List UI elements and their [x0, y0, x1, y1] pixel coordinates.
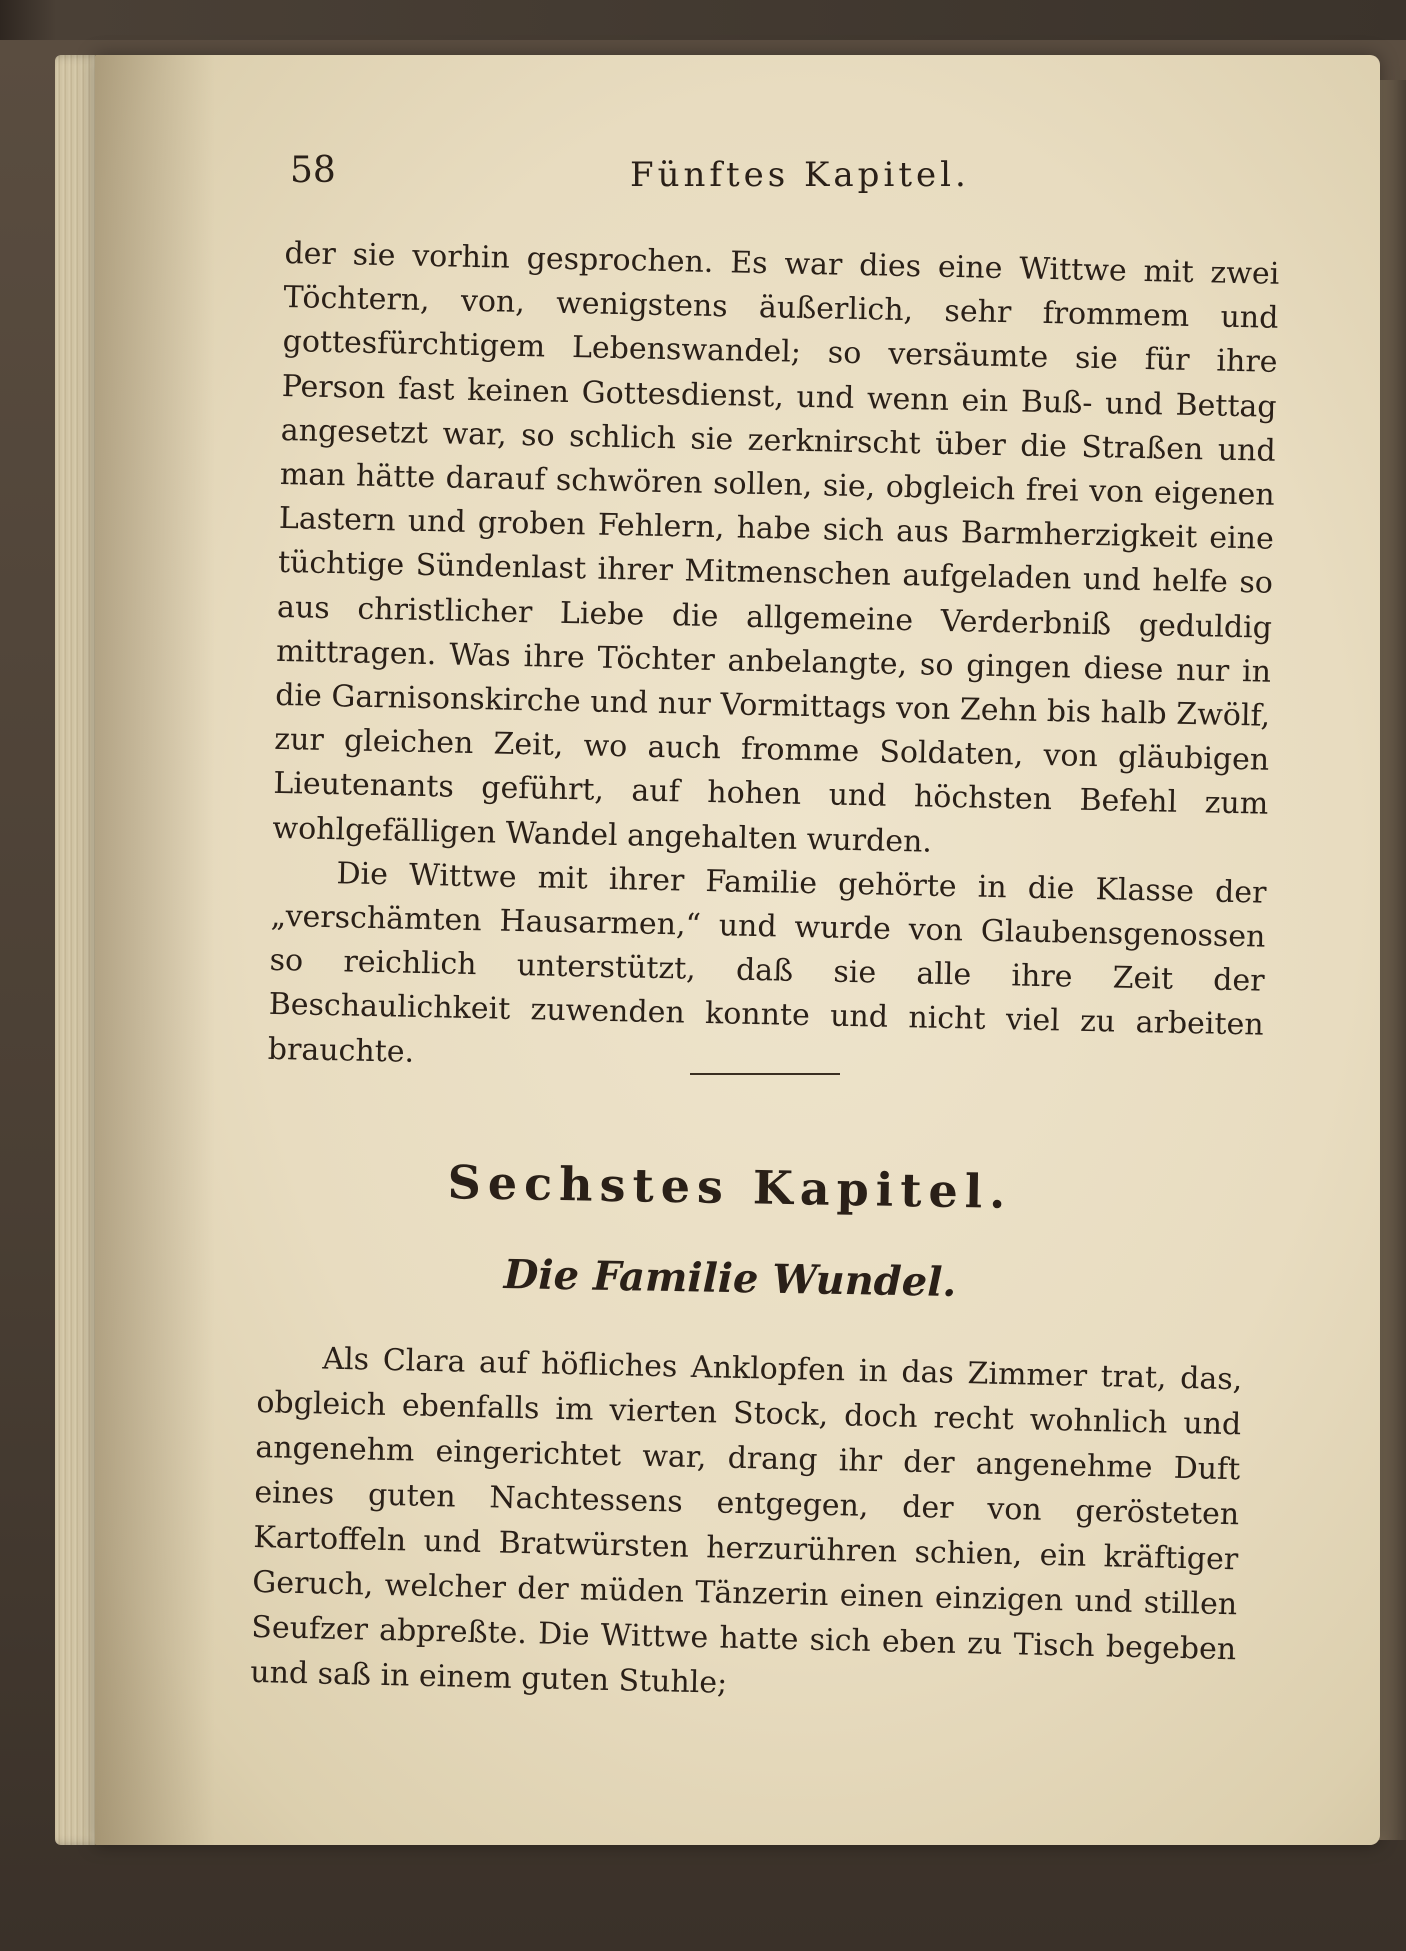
chapter-six-text [250, 1335, 1243, 1717]
page-number: 58 [290, 150, 336, 191]
chapter-subtitle: Die Familie Wundel. [503, 1251, 957, 1306]
running-title: Fünftes Kapitel. [630, 155, 970, 195]
paragraph: der sie vorhin gesprochen. Es war dies eine Wittwe mit zwei Töchtern, von, wenigstens äußerlich, sehr frommem und gottesfürchtigem Lebenswandel; so versäumte sie für ihre Person fast keinen Gottesdienst, und wenn ein Buß- und Bettag angesetzt war, so schlich sie zerknirscht über die Straßen und man hätte darauf schwören sollen, sie, obgleich frei von eigenen Lastern und groben Fehlern, habe sich aus Barmherzigkeit eine tüchtige Sündenlast ihrer Mitmenschen aufgeladen und helfe so aus christlicher Liebe die allgemeine Verderbniß geduldig mittragen. Was ihre Töchter anbelangte, so gingen diese nur in die Garnisonskirche und nur Vormittags von Zehn bis halb Zwölf, zur gleichen Zeit, wo auch fromme Soldaten, von gläubigen Lieutenants geführt, auf hohen und höchsten Befehl zum wohlgefälligen Wandel angehalten wurden. [272, 235, 1280, 860]
chapter-five-text [267, 232, 1279, 1093]
paragraph: Als Clara auf höfliches Anklopfen in das Zimmer trat, das, obgleich ebenfalls im vierten Stock, doch recht wohnlich und angenehm eingerichtet war, drang ihr der angenehme Duft eines guten Nachtessens entgegen, der von gerösteten Kartoffeln und Bratwürsten herzurühren schien, ein kräftiger Geruch, welcher der müden Tänzerin einen einzigen und stillen Seufzer abpreßte. Die Wittwe hatte sich eben zu Tisch begeben und saß in einem guten Stuhle; [249, 1341, 1243, 1701]
paragraph: Die Wittwe mit ihrer Familie gehörte in die Klasse der „verschämten Hausarmen,“ und wurde von Glaubensgenossen so reichlich unterstützt, daß sie alle ihre Zeit der Beschaulichkeit zuwenden konnte und nicht viel zu arbeiten brauchte. [267, 856, 1267, 1070]
chapter-heading: Sechstes Kapitel. [447, 1155, 1013, 1219]
running-head [290, 150, 1290, 210]
section-divider [690, 1073, 840, 1075]
